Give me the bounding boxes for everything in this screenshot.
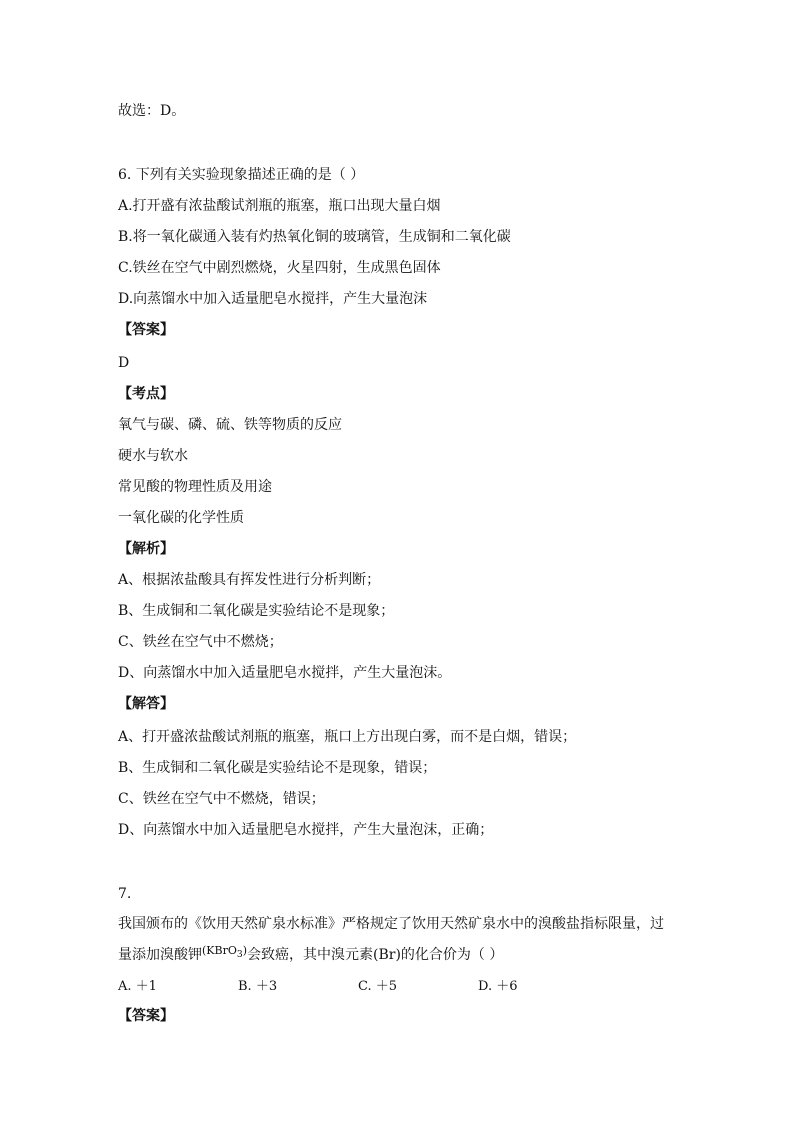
option-label: D. [478, 979, 493, 994]
q6-option-a: A.打开盛有浓盐酸试剂瓶的瓶塞，瓶口出现大量白烟 [118, 198, 441, 214]
q6-option-b: B.将一氧化碳通入装有灼热氧化铜的玻璃管，生成铜和二氧化碳 [118, 229, 511, 245]
q6-jieda-item: B、生成铜和二氧化碳是实验结论不是现象，错误； [118, 760, 437, 776]
q7-stem-post: 会致癌，其中溴元素(Br)的化合价为（ ） [247, 947, 504, 963]
q7-option-a [118, 977, 157, 997]
q7-option-b [238, 977, 277, 997]
q6-answer-heading: 【答案】 [118, 322, 174, 338]
q6-kaodian-item: 一氧化碳的化学性质 [118, 510, 244, 526]
q6-jiexi-item: B、生成铜和二氧化碳是实验结论不是现象； [118, 603, 395, 619]
q7-stem-line2 [118, 945, 503, 970]
q7-option-c [358, 977, 397, 997]
q7-number: 7. [118, 886, 132, 902]
q6-kaodian-item: 氧气与碳、磷、硫、铁等物质的反应 [118, 417, 342, 433]
q6-jieda-heading: 【解答】 [118, 696, 174, 712]
formula-text: (KBrO [202, 944, 237, 957]
q6-jiexi-heading: 【解析】 [118, 541, 174, 557]
option-value: ＋1 [135, 979, 157, 994]
q6-answer: D [118, 355, 130, 371]
q6-jieda-item: D、向蒸馏水中加入适量肥皂水搅拌，产生大量泡沫，正确； [118, 822, 494, 838]
q6-jiexi-item: A、根据浓盐酸具有挥发性进行分析判断； [118, 572, 381, 588]
q7-option-d [478, 977, 518, 997]
q6-stem: 6. 下列有关实验现象描述正确的是（ ） [118, 167, 365, 183]
option-label: C. [358, 979, 372, 994]
q6-kaodian-item: 常见酸的物理性质及用途 [118, 479, 272, 495]
option-value: ＋5 [375, 979, 398, 994]
q7-answer-heading: 【答案】 [118, 1008, 174, 1024]
q6-option-d: D.向蒸馏水中加入适量肥皂水搅拌，产生大量泡沫 [118, 291, 428, 307]
option-label: A. [118, 979, 132, 994]
kbro3-formula [202, 944, 247, 961]
option-value: ＋3 [255, 979, 278, 994]
formula-close: ) [242, 944, 247, 957]
previous-conclusion: 故选：D。 [118, 103, 186, 119]
q6-jieda-item: C、铁丝在空气中不燃烧，错误； [118, 791, 325, 807]
q7-stem-pre: 量添加溴酸钾 [118, 947, 202, 963]
q6-kaodian-item: 硬水与软水 [118, 448, 188, 464]
option-value: ＋6 [496, 979, 518, 994]
q6-option-c: C.铁丝在空气中剧烈燃烧，火星四射，生成黑色固体 [118, 260, 441, 276]
q6-jieda-item: A、打开盛浓盐酸试剂瓶的瓶塞，瓶口上方出现白雾，而不是白烟，错误； [118, 729, 577, 745]
option-label: B. [238, 979, 252, 994]
formula-subscript: 3 [236, 949, 243, 961]
q6-jiexi-item: C、铁丝在空气中不燃烧； [118, 634, 283, 650]
q6-jiexi-item: D、向蒸馏水中加入适量肥皂水搅拌，产生大量泡沫。 [118, 665, 452, 681]
q6-kaodian-heading: 【考点】 [118, 386, 174, 402]
q7-stem-line1: 我国颁布的《饮用天然矿泉水标准》严格规定了饮用天然矿泉水中的溴酸盐指标限量，过 [118, 916, 664, 932]
